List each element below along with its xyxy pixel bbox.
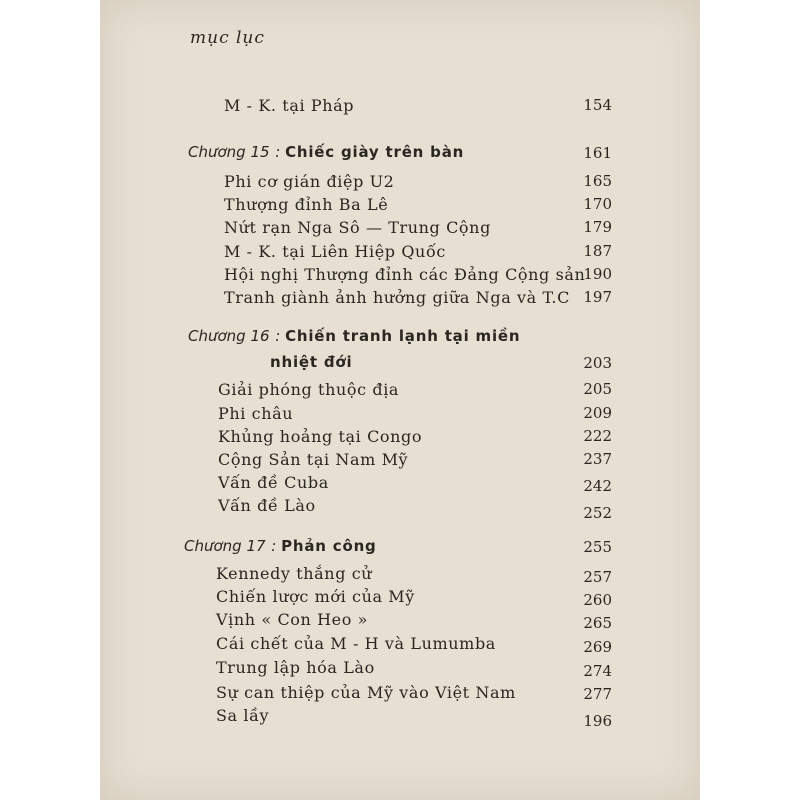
running-header: mục lục — [190, 28, 265, 48]
entry-page: 187 — [583, 242, 612, 260]
entry-title: Thượng đỉnh Ba Lê — [224, 195, 389, 214]
entry-page: 277 — [583, 685, 612, 703]
toc-entry — [100, 96, 700, 118]
entry-title: Chiến lược mới của Mỹ — [216, 587, 415, 606]
toc-entry — [100, 195, 700, 217]
entry-page: 196 — [583, 712, 612, 730]
toc-entry — [100, 587, 700, 609]
entry-title: Cộng Sản tại Nam Mỹ — [218, 450, 409, 469]
entry-page: 257 — [583, 568, 612, 586]
chapter-number: Chương 15 — [188, 143, 270, 161]
toc-entry — [100, 218, 700, 240]
chapter-title: Chiến tranh lạnh tại miền — [285, 327, 521, 345]
entry-title: Vấn đề Lào — [218, 496, 316, 515]
entry-title: Trung lập hóa Lào — [216, 658, 375, 677]
toc-entry — [100, 265, 700, 287]
entry-title: Vấn đề Cuba — [218, 473, 329, 492]
entry-page: 179 — [583, 218, 612, 236]
toc-entry — [100, 288, 700, 310]
entry-title: Sự can thiệp của Mỹ vào Việt Nam — [216, 683, 516, 702]
chapter-number: Chương 17 — [184, 537, 266, 555]
chapter-heading: Chương 17 : Phản công 255 — [184, 537, 612, 556]
toc-entry — [100, 706, 700, 728]
entry-title: Nứt rạn Nga Sô — Trung Cộng — [224, 218, 491, 237]
entry-title: M - K. tại Pháp — [224, 96, 355, 115]
entry-title: Sa lầy — [216, 706, 270, 725]
toc-entry — [100, 634, 700, 656]
chapter-title: Phản công — [281, 537, 377, 555]
toc-entry — [100, 172, 700, 194]
entry-page: 237 — [583, 450, 612, 468]
entry-page: 190 — [583, 265, 612, 283]
entry-page: 222 — [583, 427, 612, 445]
chapter-heading: Chương 15 : Chiếc giày trên bàn 161 — [188, 143, 612, 162]
chapter-number: Chương 16 — [188, 327, 270, 345]
entry-page: 203 — [583, 354, 612, 372]
entry-page: 255 — [583, 538, 612, 556]
entry-page: 165 — [583, 172, 612, 190]
entry-title: Phi cơ gián điệp U2 — [224, 172, 395, 191]
chapter-title-line2: nhiệt đới — [270, 353, 353, 371]
entry-page: 260 — [583, 591, 612, 609]
entry-page: 154 — [583, 96, 612, 114]
entry-page: 161 — [583, 144, 612, 162]
entry-title: Phi châu — [218, 404, 294, 423]
toc-entry — [100, 242, 700, 264]
entry-page: 170 — [583, 195, 612, 213]
entry-title: Kennedy thắng cử — [216, 564, 373, 583]
toc-entry — [100, 564, 700, 586]
chapter-title: Chiếc giày trên bàn — [285, 143, 465, 161]
entry-title: Vịnh « Con Heo » — [216, 610, 369, 629]
chapter-heading-continued — [100, 352, 700, 374]
entry-page: 269 — [583, 638, 612, 656]
toc-entry — [100, 380, 700, 402]
entry-page: 197 — [583, 288, 612, 306]
entry-title: Hội nghị Thượng đỉnh các Đảng Cộng sản — [224, 265, 586, 284]
toc-entry — [100, 404, 700, 426]
entry-title: Giải phóng thuộc địa — [218, 380, 400, 399]
chapter-heading: Chương 16 : Chiến tranh lạnh tại miền — [188, 327, 521, 345]
toc-entry — [100, 427, 700, 449]
entry-title: Cái chết của M - H và Lumumba — [216, 634, 496, 653]
toc-entry — [100, 683, 700, 705]
entry-page: 242 — [583, 477, 612, 495]
entry-title: Tranh giành ảnh hưởng giữa Nga và T.C — [224, 288, 570, 307]
book-page — [100, 0, 700, 800]
toc-entry — [100, 610, 700, 632]
entry-title: Khủng hoảng tại Congo — [218, 427, 423, 446]
entry-title: M - K. tại Liên Hiệp Quốc — [224, 242, 446, 261]
toc-entry — [100, 658, 700, 680]
toc-entry — [100, 450, 700, 472]
entry-page: 209 — [583, 404, 612, 422]
toc-entry — [100, 473, 700, 495]
entry-page: 252 — [583, 504, 612, 522]
entry-page: 274 — [583, 662, 612, 680]
entry-page: 205 — [583, 380, 612, 398]
entry-page: 265 — [583, 614, 612, 632]
toc-entry — [100, 496, 700, 522]
